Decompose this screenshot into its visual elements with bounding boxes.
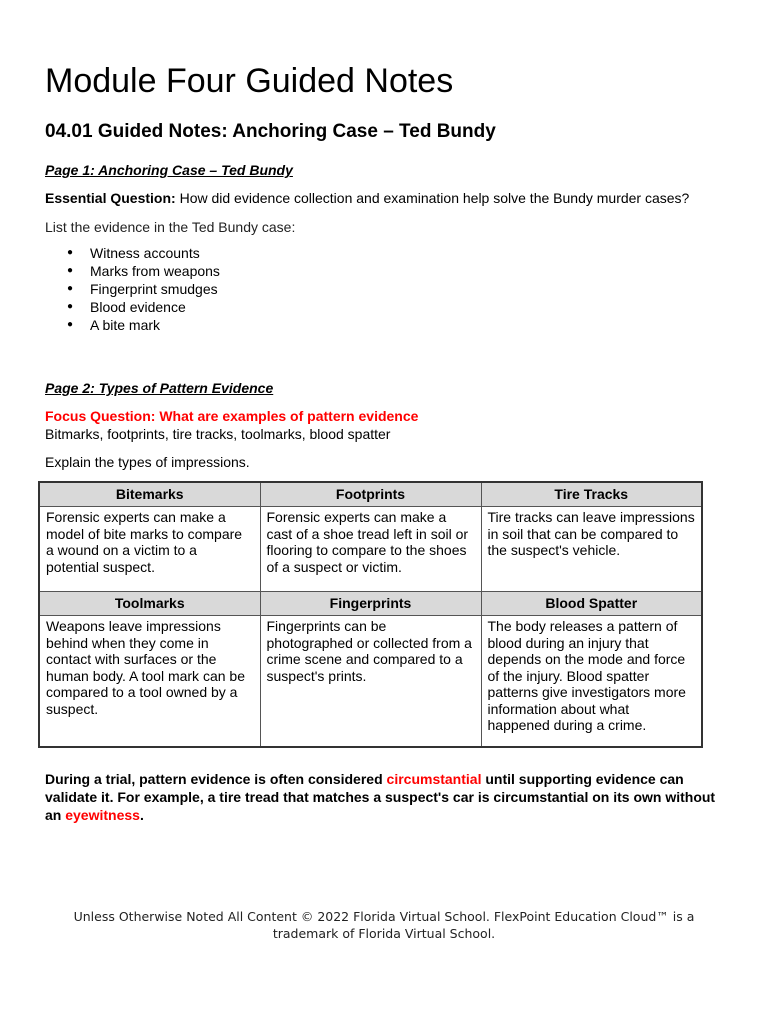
- table-header: Footprints: [260, 482, 481, 507]
- essential-question: [45, 190, 689, 206]
- section-subtitle: 04.01 Guided Notes: Anchoring Case – Ted Bundy: [45, 121, 496, 142]
- table-cell: Weapons leave impressions behind when they come in contact with surfaces or the human body. A tool mark can be compared to a tool owned by a suspect.: [39, 616, 260, 748]
- table-header: Tire Tracks: [481, 482, 702, 507]
- page1-heading: Page 1: Anchoring Case – Ted Bundy: [45, 162, 293, 178]
- list-item: ● Blood evidence: [45, 298, 220, 316]
- copyright-footer: Unless Otherwise Noted All Content © 2022 Florida Virtual School. FlexPoint Education Cloud™ is a trademark of Florida Virtual School.: [73, 909, 695, 941]
- explain-prompt: Explain the types of impressions.: [45, 454, 250, 470]
- page-title: Module Four Guided Notes: [45, 62, 454, 100]
- eyewitness-highlight: eyewitness: [65, 807, 140, 823]
- page2-heading: Page 2: Types of Pattern Evidence: [45, 380, 274, 396]
- trial-text-1: During a trial, pattern evidence is often considered: [45, 771, 387, 787]
- essential-question-text: How did evidence collection and examination help solve the Bundy murder cases?: [175, 190, 690, 206]
- list-item: ● A bite mark: [45, 316, 220, 334]
- focus-question: Focus Question: What are examples of pattern evidence: [45, 408, 419, 424]
- evidence-list: [45, 244, 220, 334]
- essential-question-label: Essential Question:: [45, 190, 176, 206]
- evidence-list-intro: List the evidence in the Ted Bundy case:: [45, 219, 296, 235]
- table-header: Fingerprints: [260, 592, 481, 616]
- table-header: Bitemarks: [39, 482, 260, 507]
- list-item: ● Witness accounts: [45, 244, 220, 262]
- table-cell: Tire tracks can leave impressions in soil that can be compared to the suspect's vehicle.: [481, 507, 702, 592]
- table-header: Toolmarks: [39, 592, 260, 616]
- trial-text-3: .: [139, 807, 144, 823]
- table-cell: The body releases a pattern of blood during an injury that depends on the mode and force of the injury. Blood spatter patterns give investigators more information about what happened during a crime.: [481, 616, 702, 748]
- circumstantial-highlight: circumstantial: [386, 771, 482, 787]
- trial-paragraph: [45, 770, 725, 824]
- trial-text-2: until supporting evidence can validate it. For example, a tire tread that matches a suspect's car is circumstantial on its own without an: [45, 771, 716, 823]
- table-cell: Forensic experts can make a model of bite marks to compare a wound on a victim to a potential suspect.: [39, 507, 260, 592]
- table-cell: Fingerprints can be photographed or collected from a crime scene and compared to a suspect's prints.: [260, 616, 481, 748]
- list-item: ● Marks from weapons: [45, 262, 220, 280]
- impressions-table: [38, 481, 703, 748]
- table-cell: Forensic experts can make a cast of a shoe tread left in soil or flooring to compare to the shoes of a suspect or victim.: [260, 507, 481, 592]
- focus-answer: Bitmarks, footprints, tire tracks, toolmarks, blood spatter: [45, 426, 391, 442]
- table-header: Blood Spatter: [481, 592, 702, 616]
- list-item: ● Fingerprint smudges: [45, 280, 220, 298]
